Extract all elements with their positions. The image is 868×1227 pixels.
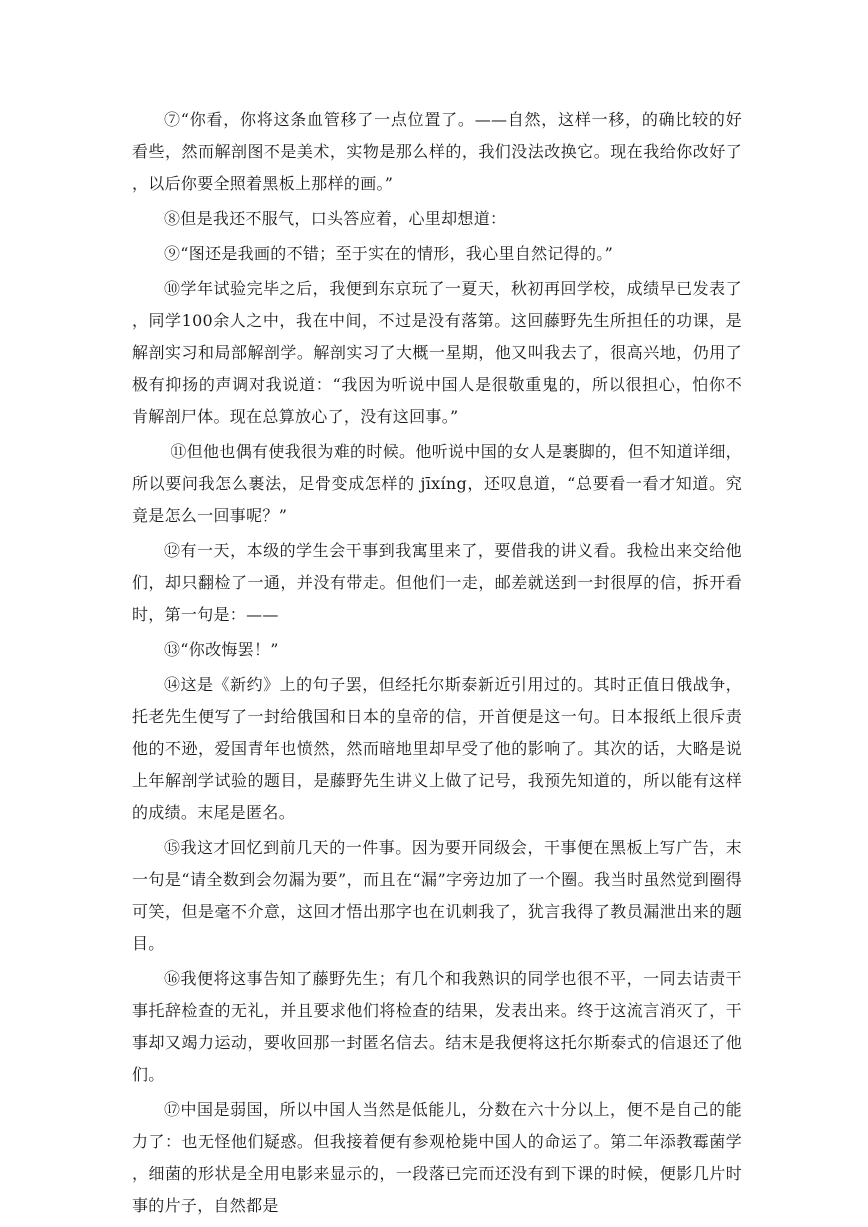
- paragraph-10: ⑩学年试验完毕之后，我便到东京玩了一夏天，秋初再回学校，成绩早已发表了，同学100余人之中，我在中间，不过是没有落第。这回藤野先生所担任的功课，是解剖实习和局部解剖学。解剖实习了大概一星期，他又叫我去了，很高兴地，仍用了极有抑扬的声调对我说道：“我因为听说中国人是很敬重鬼的，所以很担心，怕你不肯解剖尸体。现在总算放心了，没有这回事。”: [132, 279, 742, 426]
- paragraph-8: ⑧但是我还不服气，口头答应着，心里却想道：: [164, 209, 507, 228]
- paragraph-12: ⑫有一天，本级的学生会干事到我寓里来了，要借我的讲义看。我检出来交给他们，却只翻检了一通，并没有带走。但他们一走，邮差就送到一封很厚的信，拆开看时，第一句是：——: [132, 541, 742, 624]
- paragraph-17: ⑰中国是弱国，所以中国人当然是低能儿，分数在六十分以上，便不是自己的能力了：也无怪他们疑惑。但我接着便有参观枪毙中国人的命运了。第二年添教霉菌学，细菌的形状是全用电影来显示的，一段落已完而还没有到下课的时候，便影几片时事的片子，自然都是: [132, 1100, 742, 1215]
- paragraph-11: ⑪但他也偶有使我很为难的时候。他听说中国的女人是裹脚的，但不知道详细，所以要问我怎么裹法，足骨变成怎样的 jīxíng，还叹息道，“总要看一看才知道。究竟是怎么一回事呢？”: [132, 442, 742, 525]
- paragraph-13: ⑬“你改悔罢！”: [164, 640, 279, 659]
- paragraph-16: ⑯我便将这事告知了藤野先生；有几个和我熟识的同学也很不平，一同去诘责干事托辞检查的无礼，并且要求他们将检查的结果，发表出来。终于这流言消灭了，干事却又竭力运动，要收回那一封匿名信去。结末是我便将这托尔斯泰式的信退还了他们。: [132, 969, 742, 1084]
- document-body: [132, 104, 742, 1225]
- paragraph-14: ⑭这是《新约》上的句子罢，但经托尔斯泰新近引用过的。其时正值日俄战争，托老先生便写了一封给俄国和日本的皇帝的信，开首便是这一句。日本报纸上很斥责他的不逊，爱国青年也愤然，然而暗地里却早受了他的影响了。其次的话，大略是说上年解剖学试验的题目，是藤野先生讲义上做了记号，我预先知道的，所以能有这样的成绩。末尾是匿名。: [132, 675, 742, 822]
- paragraph-7: ⑦“你看，你将这条血管移了一点位置了。——自然，这样一移，的确比较的好看些，然而解剖图不是美术，实物是那么样的，我们没法改换它。现在我给你改好了，以后你要全照着黑板上那样的画。”: [132, 110, 742, 193]
- paragraph-9: ⑨“图还是我画的不错；至于实在的情形，我心里自然记得的。”: [164, 244, 614, 263]
- paragraph-15: ⑮我这才回忆到前几天的一件事。因为要开同级会，干事便在黑板上写广告，末一句是“请全数到会勿漏为要”，而且在“漏”字旁边加了一个圈。我当时虽然觉到圈得可笑，但是毫不介意，这回才悟出那字也在讥刺我了，犹言我得了教员漏泄出来的题目。: [132, 838, 742, 953]
